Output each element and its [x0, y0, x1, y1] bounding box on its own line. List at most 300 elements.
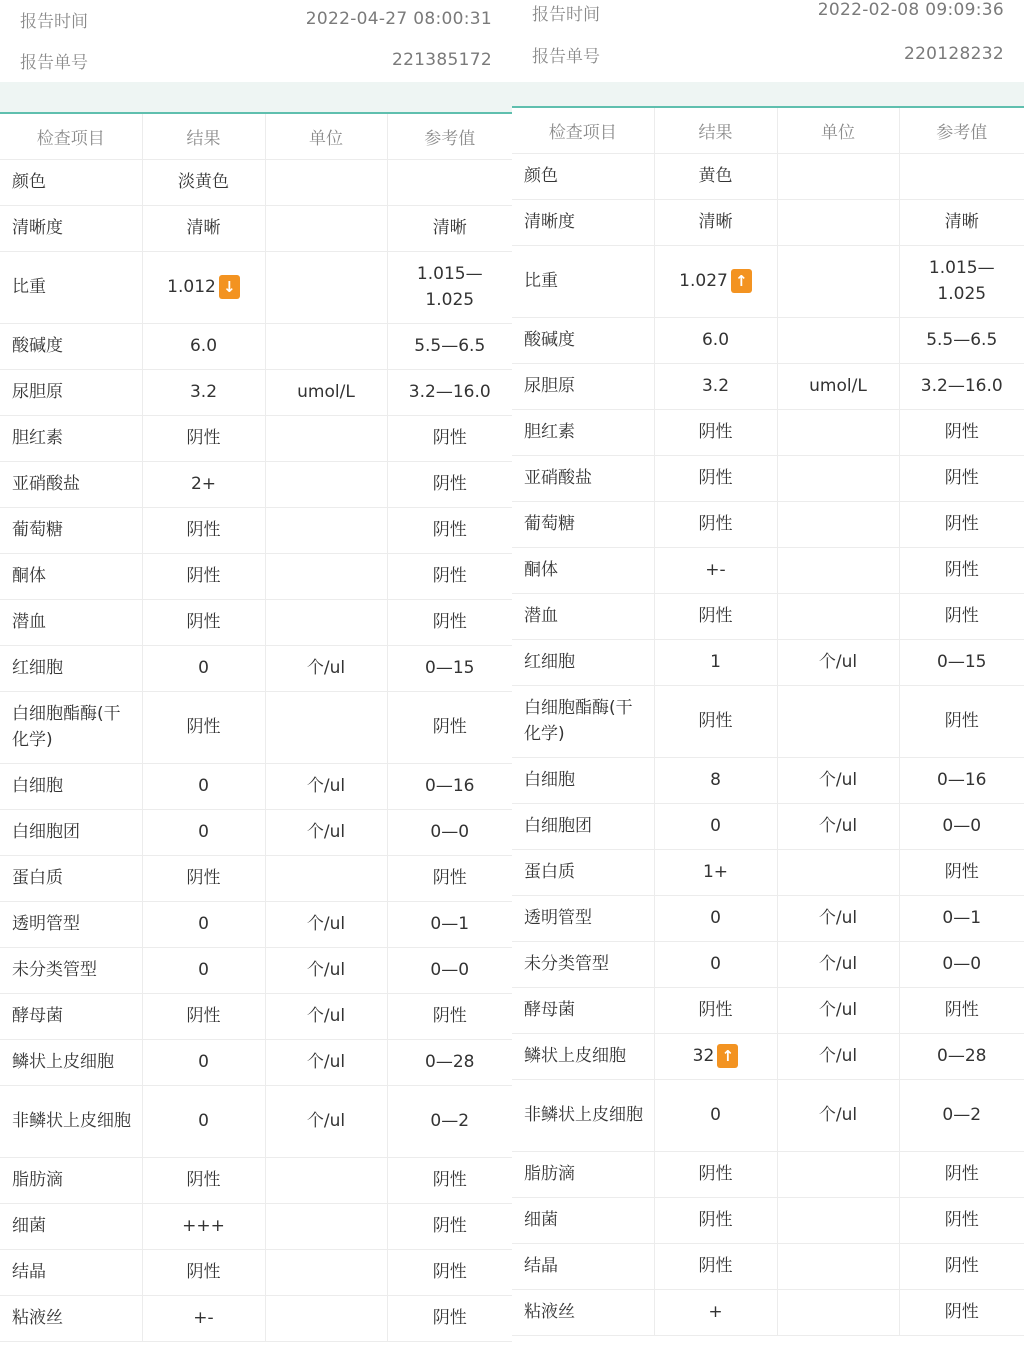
table-row — [512, 1033, 1024, 1079]
item-unit — [777, 501, 899, 547]
table-row — [512, 941, 1024, 987]
item-unit — [265, 599, 387, 645]
item-name: 清晰度 — [512, 199, 654, 245]
item-name: 尿胆原 — [512, 363, 654, 409]
item-reference: 0—1 — [899, 895, 1024, 941]
item-reference: 阴性 — [387, 415, 512, 461]
results-table — [0, 114, 512, 1342]
item-result — [142, 645, 265, 691]
result-value: 0 — [710, 908, 721, 928]
table-row — [0, 993, 512, 1039]
item-reference: 阴性 — [387, 1249, 512, 1295]
item-name: 红细胞 — [0, 645, 142, 691]
result-value: + — [708, 1302, 723, 1322]
item-name: 细菌 — [512, 1197, 654, 1243]
table-row — [512, 1289, 1024, 1335]
item-reference: 1.015—1.025 — [387, 251, 512, 323]
result-value: 0 — [710, 954, 721, 974]
item-reference: 阴性 — [387, 599, 512, 645]
result-value: 阴性 — [698, 606, 733, 626]
item-reference — [387, 159, 512, 205]
result-value: 阴性 — [186, 1006, 221, 1026]
item-unit — [265, 507, 387, 553]
item-result — [654, 685, 777, 757]
result-value: 8 — [710, 770, 721, 790]
item-reference: 阴性 — [387, 553, 512, 599]
result-value: 阴性 — [186, 612, 221, 632]
item-unit: 个/ul — [777, 1033, 899, 1079]
result-value: 0 — [198, 658, 209, 678]
table-row — [512, 1197, 1024, 1243]
item-result — [654, 317, 777, 363]
item-result — [142, 993, 265, 1039]
item-result — [654, 1151, 777, 1197]
table-row — [0, 1203, 512, 1249]
item-result — [142, 159, 265, 205]
table-row — [512, 1151, 1024, 1197]
item-name: 颜色 — [512, 153, 654, 199]
table-row — [512, 639, 1024, 685]
item-reference: 阴性 — [387, 1295, 512, 1341]
item-unit — [777, 685, 899, 757]
item-result — [654, 363, 777, 409]
table-row — [0, 461, 512, 507]
result-value: 黄色 — [698, 166, 733, 186]
item-name: 粘液丝 — [0, 1295, 142, 1341]
item-unit — [265, 553, 387, 599]
item-name: 鳞状上皮细胞 — [0, 1039, 142, 1085]
item-unit: 个/ul — [777, 757, 899, 803]
table-row — [0, 251, 512, 323]
item-reference: 0—2 — [387, 1085, 512, 1157]
item-reference: 阴性 — [899, 547, 1024, 593]
item-name: 非鳞状上皮细胞 — [0, 1085, 142, 1157]
table-row — [512, 245, 1024, 317]
item-unit — [777, 1151, 899, 1197]
result-value: +- — [705, 560, 726, 580]
report-time-value: 2022-04-27 08:00:31 — [305, 9, 492, 29]
item-reference: 阴性 — [899, 685, 1024, 757]
result-value: 阴性 — [698, 514, 733, 534]
item-result — [142, 415, 265, 461]
result-value: 6.0 — [189, 336, 218, 356]
result-value: 阴性 — [186, 717, 221, 737]
header-unit: 单位 — [265, 114, 387, 159]
item-result — [654, 245, 777, 317]
item-result — [142, 507, 265, 553]
item-unit — [265, 461, 387, 507]
item-name: 潜血 — [512, 593, 654, 639]
item-reference: 阴性 — [899, 849, 1024, 895]
item-name: 亚硝酸盐 — [0, 461, 142, 507]
item-result — [654, 849, 777, 895]
item-unit: 个/ul — [265, 809, 387, 855]
item-name: 酸碱度 — [512, 317, 654, 363]
item-result — [654, 455, 777, 501]
result-value: +- — [193, 1308, 214, 1328]
item-unit — [265, 855, 387, 901]
table-row — [512, 501, 1024, 547]
item-reference — [899, 153, 1024, 199]
report-number-row — [512, 26, 1024, 82]
item-reference: 阴性 — [899, 1243, 1024, 1289]
item-reference: 阴性 — [387, 1157, 512, 1203]
item-name: 细菌 — [0, 1203, 142, 1249]
item-reference: 阴性 — [899, 987, 1024, 1033]
item-result — [142, 1039, 265, 1085]
report-number-label: 报告单号 — [532, 46, 600, 67]
header-result: 结果 — [142, 114, 265, 159]
item-reference: 3.2—16.0 — [387, 369, 512, 415]
item-reference: 5.5—6.5 — [387, 323, 512, 369]
item-name: 粘液丝 — [512, 1289, 654, 1335]
item-unit — [777, 1197, 899, 1243]
item-reference: 阴性 — [899, 593, 1024, 639]
report-number-value: 220128232 — [903, 44, 1004, 64]
item-name: 胆红素 — [512, 409, 654, 455]
table-row — [512, 987, 1024, 1033]
table-row — [512, 685, 1024, 757]
item-unit — [777, 1243, 899, 1289]
item-name: 白细胞酯酶(干化学) — [512, 685, 654, 757]
item-unit — [777, 409, 899, 455]
item-name: 脂肪滴 — [512, 1151, 654, 1197]
item-unit — [777, 455, 899, 501]
arrow-up-icon: ↑ — [731, 269, 752, 293]
item-unit — [777, 547, 899, 593]
result-value: 阴性 — [698, 711, 733, 731]
item-name: 非鳞状上皮细胞 — [512, 1079, 654, 1151]
item-name: 脂肪滴 — [0, 1157, 142, 1203]
results-table — [512, 108, 1024, 1336]
result-value: 0 — [710, 816, 721, 836]
table-row — [0, 691, 512, 763]
table-row — [0, 947, 512, 993]
item-result — [654, 1289, 777, 1335]
report-time-value: 2022-02-08 09:09:36 — [817, 0, 1004, 20]
section-gap — [512, 82, 1024, 106]
result-value: 1 — [710, 652, 721, 672]
table-row — [512, 849, 1024, 895]
table-row — [0, 855, 512, 901]
table-row — [0, 1157, 512, 1203]
result-value: 阴性 — [698, 422, 733, 442]
arrow-up-icon: ↑ — [717, 1044, 738, 1068]
item-unit: 个/ul — [777, 639, 899, 685]
item-unit: 个/ul — [777, 803, 899, 849]
item-result — [142, 323, 265, 369]
result-value: 阴性 — [698, 1256, 733, 1276]
result-value: +++ — [182, 1216, 225, 1236]
result-value: 0 — [198, 822, 209, 842]
item-reference: 阴性 — [387, 507, 512, 553]
table-header-row — [0, 114, 512, 159]
report-time-row — [512, 0, 1024, 26]
item-reference: 阴性 — [387, 691, 512, 763]
item-result — [654, 895, 777, 941]
item-name: 结晶 — [0, 1249, 142, 1295]
item-reference: 1.015—1.025 — [899, 245, 1024, 317]
table-row — [512, 895, 1024, 941]
table-row — [512, 363, 1024, 409]
item-unit — [265, 1249, 387, 1295]
result-value: 阴性 — [186, 428, 221, 448]
item-result — [142, 251, 265, 323]
item-result — [654, 941, 777, 987]
table-row — [512, 1079, 1024, 1151]
report-number-row — [0, 38, 512, 82]
table-row — [0, 599, 512, 645]
item-name: 葡萄糖 — [512, 501, 654, 547]
header-result: 结果 — [654, 108, 777, 153]
item-name: 透明管型 — [0, 901, 142, 947]
item-unit — [265, 159, 387, 205]
item-name: 酮体 — [512, 547, 654, 593]
item-name: 未分类管型 — [512, 941, 654, 987]
item-reference: 阴性 — [899, 409, 1024, 455]
item-unit — [265, 1203, 387, 1249]
item-result — [654, 639, 777, 685]
item-name: 酮体 — [0, 553, 142, 599]
item-name: 未分类管型 — [0, 947, 142, 993]
report-number-label: 报告单号 — [20, 52, 88, 73]
item-name: 白细胞团 — [512, 803, 654, 849]
item-reference: 0—2 — [899, 1079, 1024, 1151]
item-unit: umol/L — [265, 369, 387, 415]
item-result — [142, 1085, 265, 1157]
item-unit — [777, 199, 899, 245]
item-reference: 阴性 — [387, 1203, 512, 1249]
header-item: 检查项目 — [512, 108, 654, 153]
table-row — [512, 409, 1024, 455]
item-unit: 个/ul — [777, 941, 899, 987]
item-name: 尿胆原 — [0, 369, 142, 415]
item-reference: 5.5—6.5 — [899, 317, 1024, 363]
item-reference: 0—16 — [899, 757, 1024, 803]
item-unit — [265, 691, 387, 763]
item-result — [654, 501, 777, 547]
item-reference: 清晰 — [899, 199, 1024, 245]
table-row — [0, 1039, 512, 1085]
item-unit — [265, 323, 387, 369]
result-value: 2+ — [190, 474, 217, 494]
result-value: 0 — [198, 1111, 209, 1131]
result-value: 32 — [692, 1046, 715, 1066]
table-row — [0, 1085, 512, 1157]
item-unit: 个/ul — [777, 1079, 899, 1151]
item-unit — [265, 1295, 387, 1341]
table-row — [0, 369, 512, 415]
item-result — [654, 1243, 777, 1289]
table-row — [512, 455, 1024, 501]
item-name: 清晰度 — [0, 205, 142, 251]
result-value: 阴性 — [186, 566, 221, 586]
item-reference: 0—0 — [387, 809, 512, 855]
item-name: 比重 — [512, 245, 654, 317]
table-row — [0, 645, 512, 691]
result-value: 阴性 — [698, 1164, 733, 1184]
result-value: 1.027 — [679, 271, 728, 291]
item-unit — [777, 1289, 899, 1335]
item-reference: 3.2—16.0 — [899, 363, 1024, 409]
item-result — [142, 809, 265, 855]
item-result — [142, 1203, 265, 1249]
item-name: 胆红素 — [0, 415, 142, 461]
report-number-value: 221385172 — [391, 50, 492, 70]
result-value: 阴性 — [186, 1170, 221, 1190]
item-result — [654, 199, 777, 245]
item-unit: 个/ul — [777, 987, 899, 1033]
item-result — [142, 1249, 265, 1295]
item-result — [142, 461, 265, 507]
item-result — [142, 763, 265, 809]
item-unit — [265, 1157, 387, 1203]
item-reference: 0—15 — [899, 639, 1024, 685]
item-reference: 阴性 — [899, 1151, 1024, 1197]
item-reference: 0—1 — [387, 901, 512, 947]
item-result — [142, 855, 265, 901]
table-row — [0, 415, 512, 461]
table-row — [0, 809, 512, 855]
result-value: 清晰 — [186, 218, 221, 238]
item-name: 白细胞 — [0, 763, 142, 809]
item-result — [142, 947, 265, 993]
table-row — [0, 763, 512, 809]
item-name: 鳞状上皮细胞 — [512, 1033, 654, 1079]
table-row — [512, 153, 1024, 199]
item-unit: 个/ul — [777, 895, 899, 941]
item-unit: 个/ul — [265, 763, 387, 809]
item-reference: 0—28 — [387, 1039, 512, 1085]
item-result — [654, 153, 777, 199]
result-value: 阴性 — [186, 1262, 221, 1282]
table-row — [0, 553, 512, 599]
header-item: 检查项目 — [0, 114, 142, 159]
report-panel-left — [0, 0, 512, 1342]
item-name: 酵母菌 — [512, 987, 654, 1033]
item-result — [654, 1079, 777, 1151]
result-value: 1.012 — [167, 277, 216, 297]
result-value: 0 — [710, 1105, 721, 1125]
item-reference: 阴性 — [387, 461, 512, 507]
item-result — [142, 599, 265, 645]
table-row — [0, 1249, 512, 1295]
item-unit: 个/ul — [265, 1039, 387, 1085]
table-row — [512, 593, 1024, 639]
table-row — [0, 507, 512, 553]
table-row — [512, 199, 1024, 245]
table-row — [0, 323, 512, 369]
table-row — [0, 205, 512, 251]
item-result — [654, 757, 777, 803]
item-reference: 0—0 — [387, 947, 512, 993]
item-name: 亚硝酸盐 — [512, 455, 654, 501]
item-name: 酵母菌 — [0, 993, 142, 1039]
item-result — [142, 205, 265, 251]
item-name: 白细胞酯酶(干化学) — [0, 691, 142, 763]
item-name: 白细胞团 — [0, 809, 142, 855]
item-name: 蛋白质 — [0, 855, 142, 901]
item-reference: 阴性 — [387, 855, 512, 901]
item-name: 结晶 — [512, 1243, 654, 1289]
table-row — [512, 757, 1024, 803]
result-value: 阴性 — [186, 868, 221, 888]
item-name: 白细胞 — [512, 757, 654, 803]
item-result — [654, 593, 777, 639]
table-row — [0, 159, 512, 205]
header-reference: 参考值 — [899, 108, 1024, 153]
table-row — [512, 803, 1024, 849]
item-reference: 0—0 — [899, 803, 1024, 849]
item-name: 蛋白质 — [512, 849, 654, 895]
item-unit: 个/ul — [265, 901, 387, 947]
report-time-label: 报告时间 — [532, 5, 600, 25]
item-unit — [777, 245, 899, 317]
item-reference: 阴性 — [899, 1197, 1024, 1243]
item-unit: 个/ul — [265, 645, 387, 691]
result-value: 0 — [198, 776, 209, 796]
result-value: 6.0 — [701, 330, 730, 350]
section-gap — [0, 82, 512, 112]
item-result — [142, 691, 265, 763]
item-name: 葡萄糖 — [0, 507, 142, 553]
item-result — [654, 547, 777, 593]
item-reference: 阴性 — [387, 993, 512, 1039]
item-result — [142, 553, 265, 599]
table-row — [512, 1243, 1024, 1289]
item-result — [654, 803, 777, 849]
item-name: 酸碱度 — [0, 323, 142, 369]
table-row — [512, 547, 1024, 593]
result-value: 清晰 — [698, 212, 733, 232]
item-reference: 阴性 — [899, 455, 1024, 501]
table-row — [0, 901, 512, 947]
item-result — [654, 987, 777, 1033]
result-value: 阴性 — [698, 1000, 733, 1020]
item-unit — [265, 251, 387, 323]
arrow-down-icon: ↓ — [219, 275, 240, 299]
item-reference: 阴性 — [899, 501, 1024, 547]
item-unit — [777, 153, 899, 199]
table-header-row — [512, 108, 1024, 153]
item-result — [142, 369, 265, 415]
item-result — [142, 1157, 265, 1203]
item-unit — [777, 849, 899, 895]
item-name: 潜血 — [0, 599, 142, 645]
item-unit — [777, 593, 899, 639]
item-unit: 个/ul — [265, 1085, 387, 1157]
report-time-row — [0, 0, 512, 38]
item-reference: 0—28 — [899, 1033, 1024, 1079]
item-reference: 清晰 — [387, 205, 512, 251]
item-name: 比重 — [0, 251, 142, 323]
header-unit: 单位 — [777, 108, 899, 153]
item-reference: 阴性 — [899, 1289, 1024, 1335]
result-value: 0 — [198, 914, 209, 934]
result-value: 3.2 — [189, 382, 218, 402]
item-result — [654, 409, 777, 455]
result-value: 3.2 — [701, 376, 730, 396]
item-reference: 0—16 — [387, 763, 512, 809]
item-name: 透明管型 — [512, 895, 654, 941]
result-value: 阴性 — [698, 1210, 733, 1230]
table-row — [512, 317, 1024, 363]
result-value: 0 — [198, 960, 209, 980]
report-time-label: 报告时间 — [20, 11, 88, 32]
item-reference: 0—15 — [387, 645, 512, 691]
result-value: 1+ — [702, 862, 729, 882]
item-result — [142, 1295, 265, 1341]
